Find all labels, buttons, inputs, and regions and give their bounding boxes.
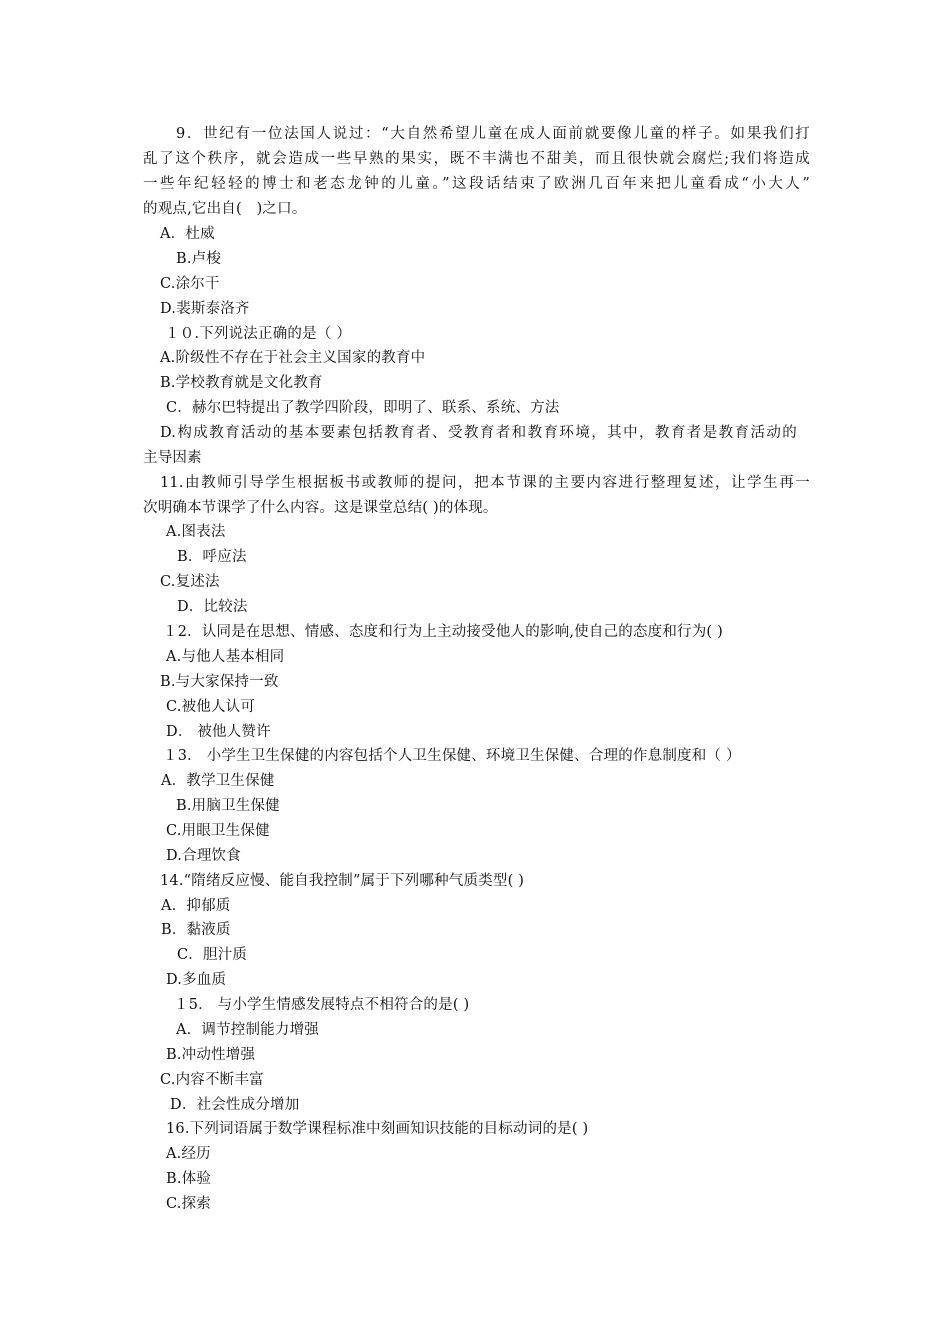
question-11-option-a: A.图表法 xyxy=(166,524,226,540)
question-11-stem-line-2: 次明确本节课学了什么内容。这是课堂总结( )的体现。 xyxy=(143,500,498,516)
question-10-option-b: B.学校教育就是文化教育 xyxy=(160,375,323,391)
question-11-option-d: D．比较法 xyxy=(177,599,248,615)
question-15-stem: １5． 与小学生情感发展特点不相符合的是( ) xyxy=(174,997,470,1013)
question-10-option-d-line-1: D.构成教育活动的基本要素包括教育者、受教育者和教育环境，其中，教育者是教育活动的 xyxy=(160,425,797,441)
question-16-option-c: C.探索 xyxy=(166,1196,211,1212)
question-10-option-c: C．赫尔巴特提出了教学四阶段，即明了、联系、系统、方法 xyxy=(166,400,560,416)
question-12-option-d: D． 被他人赞许 xyxy=(166,724,271,740)
question-15-option-a: A．调节控制能力增强 xyxy=(176,1022,319,1038)
question-9-option-a: A．杜威 xyxy=(160,226,215,242)
question-11-stem-line-1: 11.由教师引导学生根据板书或教师的提问，把本节课的主要内容进行整理复述，让学生再一 xyxy=(160,475,810,491)
question-15-option-c: C.内容不断丰富 xyxy=(160,1072,264,1088)
question-14-option-d: D.多血质 xyxy=(166,972,227,988)
question-10-option-d-line-2: 主导因素 xyxy=(143,450,202,466)
question-10-option-a: A.阶级性不存在于社会主义国家的教育中 xyxy=(160,350,426,366)
question-9-stem-line-4: 的观点,它出自( )之口。 xyxy=(143,201,307,217)
question-15-option-b: B.冲动性增强 xyxy=(166,1047,256,1063)
question-12-stem: １2．认同是在思想、情感、态度和行为上主动接受他人的影响,使自己的态度和行为( ) xyxy=(163,624,723,640)
question-12-option-b: B.与大家保持一致 xyxy=(160,674,279,690)
question-13-option-c: C.用眼卫生保健 xyxy=(166,823,270,839)
question-11-option-c: C.复述法 xyxy=(160,574,220,590)
question-16-option-b: B.体验 xyxy=(166,1171,212,1187)
question-13-option-b: B.用脑卫生保健 xyxy=(176,798,280,814)
question-10-stem: １０.下列说法正确的是（ ） xyxy=(165,326,352,342)
question-9-option-b: B.卢梭 xyxy=(176,251,222,267)
question-12-option-c: C.被他人认可 xyxy=(166,699,256,715)
question-13-stem: １3． 小学生卫生保健的内容包括个人卫生保健、环境卫生保健、合理的作息制度和（ ） xyxy=(163,748,741,764)
question-9-stem-line-3: 一些年纪轻轻的博士和老态龙钟的儿童。”这段话结束了欧洲几百年来把儿童看成“小大人” xyxy=(143,176,810,192)
question-14-option-c: C．胆汁质 xyxy=(177,947,248,963)
question-16-option-a: A.经历 xyxy=(166,1146,211,1162)
question-14-option-a: A．抑郁质 xyxy=(161,898,231,914)
question-16-stem: 16.下列词语属于数学课程标准中刻画知识技能的目标动词的是( ) xyxy=(166,1121,589,1137)
question-13-option-a: A．教学卫生保健 xyxy=(161,773,275,789)
question-14-option-b: B．黏液质 xyxy=(161,922,231,938)
question-9-option-d: D.裴斯泰洛齐 xyxy=(160,301,250,317)
question-9-stem-line-2: 乱了这个秩序，就会造成一些早熟的果实，既不丰满也不甜美，而且很快就会腐烂;我们将造成 xyxy=(143,151,810,167)
question-12-option-a: A.与他人基本相同 xyxy=(166,649,285,665)
question-9-option-c: C.涂尔干 xyxy=(160,276,220,292)
question-11-option-b: B．呼应法 xyxy=(177,549,247,565)
question-13-option-d: D.合理饮食 xyxy=(166,848,241,864)
question-9-stem-line-1: 9．世纪有一位法国人说过：“大自然希望儿童在成人面前就要像儿童的样子。如果我们打 xyxy=(176,126,810,142)
question-14-stem: 14.“隋绪反应慢、能自我控制”属于下列哪种气质类型( ) xyxy=(160,873,525,889)
question-15-option-d: D．社会性成分增加 xyxy=(170,1097,300,1113)
